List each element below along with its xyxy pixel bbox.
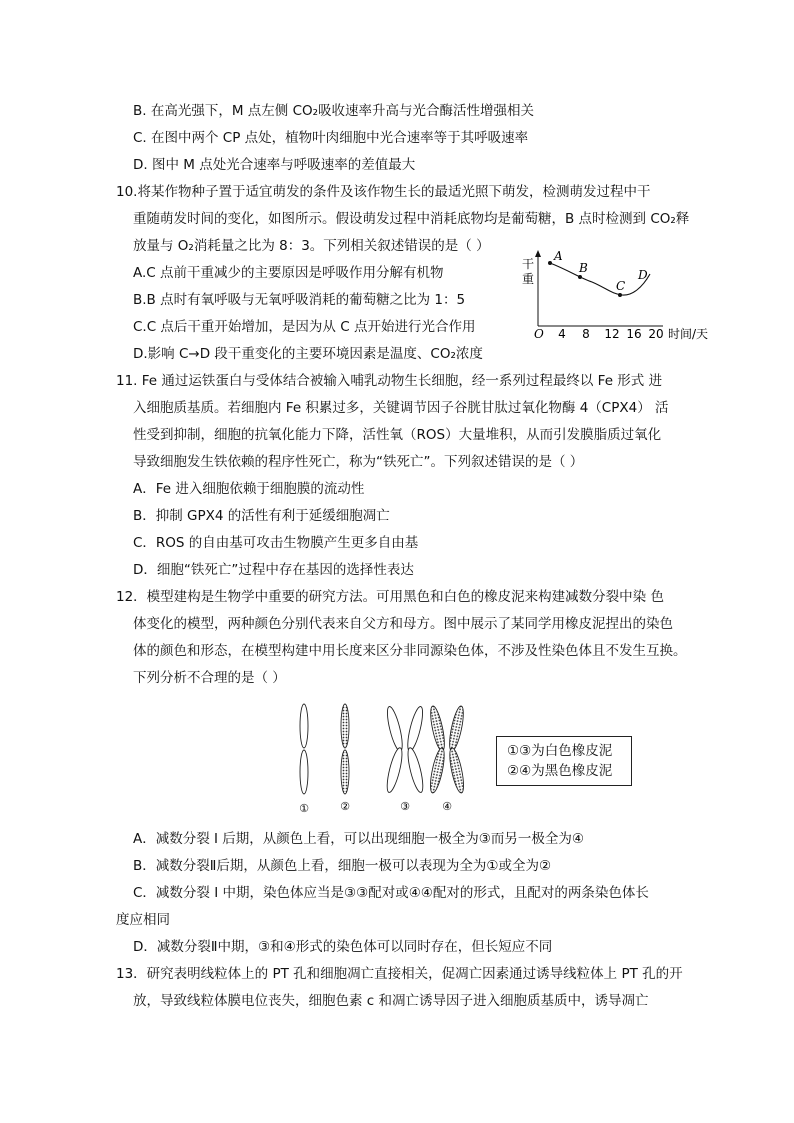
chromosome-label: ① [299, 802, 309, 815]
q9-option-c: C. 在图中两个 CP 点处，植物叶肉细胞中光合速率等于其呼吸速率 [133, 130, 529, 146]
q10-option-a: A.C 点前干重减少的主要原因是呼吸作用分解有机物 [133, 265, 444, 281]
chromosome-4 [428, 705, 467, 794]
point-b-dot [578, 275, 582, 279]
q12-option-c-line2: 度应相同 [116, 912, 170, 928]
q13-stem-line2: 放，导致线粒体膜电位丧失，细胞色素 c 和凋亡诱导因子进入细胞质基质中，诱导凋亡 [133, 993, 649, 1009]
origin-label: O [534, 327, 544, 340]
x-axis-label: 时间/天 [668, 327, 709, 340]
chromosome-1 [300, 704, 308, 794]
tick-label: 16 [626, 327, 642, 340]
q11-stem-line4: 导致细胞发生铁依赖的程序性死亡，称为“铁死亡”。下列叙述错误的是（ ） [133, 454, 584, 470]
dry-weight-curve [550, 263, 650, 295]
q11-stem-line1: 11. Fe 通过运铁蛋白与受体结合被输入哺乳动物生长细胞，经一系列过程最终以 Fe 形式 进 [116, 373, 663, 389]
y-axis-label-2: 重 [522, 272, 535, 286]
y-axis-arrow [535, 250, 541, 257]
point-c-dot [618, 293, 622, 297]
q10-option-c: C.C 点后干重开始增加，是因为从 C 点开始进行光合作用 [133, 319, 476, 335]
q12-option-d: D．减数分裂Ⅱ中期，③和④形式的染色体可以同时存在，但长短应不同 [133, 939, 553, 955]
q10-option-b: B.B 点时有氧呼吸与无氧呼吸消耗的葡萄糖之比为 1：5 [133, 292, 466, 308]
q11-option-d: D．细胞“铁死亡”过程中存在基因的选择性表达 [133, 562, 414, 578]
chromosome-label: ② [340, 800, 350, 813]
y-axis-label-1: 干 [522, 257, 535, 271]
q11-option-b: B．抑制 GPX4 的活性有利于延缓细胞凋亡 [133, 508, 390, 524]
chromosome-label: ④ [442, 800, 452, 813]
point-a-label: A [554, 249, 563, 263]
dry-weight-graph [518, 248, 728, 340]
q10-stem-line3: 放量与 O₂消耗量之比为 8：3。下列相关叙述错误的是（ ） [133, 238, 490, 254]
q11-option-a: A．Fe 进入细胞依赖于细胞膜的流动性 [133, 481, 365, 497]
chromosome-2 [341, 704, 349, 794]
q11-option-c: C．ROS 的自由基可攻击生物膜产生更多自由基 [133, 535, 419, 551]
q10-stem-line2: 重随萌发时间的变化，如图所示。假设萌发过程中消耗底物均是葡萄糖，B 点时检测到 CO₂释 [133, 211, 690, 227]
point-c-label: C [616, 279, 626, 293]
tick-label: 12 [604, 327, 620, 340]
chromosome-3 [384, 705, 426, 793]
q12-option-c-line1: C．减数分裂 I 中期，染色体应当是③③配对或④④配对的形式，且配对的两条染色体长 [133, 885, 649, 901]
chromosome-label: ③ [400, 800, 410, 813]
point-b-label: B [579, 261, 588, 275]
q12-stem-line1: 12．模型建构是生物学中重要的研究方法。可用黑色和白色的橡皮泥来构建减数分裂中染 色 [116, 589, 664, 605]
q10-stem-line1: 10.将某作物种子置于适宜萌发的条件及该作物生长的最适光照下萌发，检测萌发过程中干 [116, 184, 651, 200]
legend-line-white: ①③为白色橡皮泥 [507, 743, 613, 759]
q12-stem-line4: 下列分析不合理的是（ ） [133, 670, 286, 686]
q9-option-b: B. 在高光强下，M 点左侧 CO₂吸收速率升高与光合酶活性增强相关 [133, 103, 535, 119]
q11-stem-line3: 性受到抑制，细胞的抗氧化能力下降，活性氧（ROS）大量堆积，从而引发膜脂质过氧化 [133, 427, 662, 443]
point-a-dot [548, 261, 552, 265]
q13-stem-line1: 13．研究表明线粒体上的 PT 孔和细胞凋亡直接相关，促凋亡因素通过诱导线粒体上 PT 孔的开 [116, 966, 683, 982]
tick-label: 8 [582, 327, 590, 340]
tick-label: 20 [648, 327, 664, 340]
q12-option-a: A．减数分裂 I 后期，从颜色上看，可以出现细胞一极全为③而另一极全为④ [133, 831, 585, 847]
tick-label: 4 [558, 327, 566, 340]
chromosome-model-figure [282, 700, 482, 818]
legend-line-black: ②④为黑色橡皮泥 [507, 763, 613, 779]
q10-option-d: D.影响 C→D 段干重变化的主要环境因素是温度、CO₂浓度 [133, 346, 483, 362]
point-d-label: D [638, 268, 648, 282]
q12-stem-line2: 体变化的模型，两种颜色分别代表来自父方和母方。图中展示了某同学用橡皮泥捏出的染色 [133, 616, 673, 632]
color-legend-box [496, 736, 632, 786]
q12-option-b: B．减数分裂Ⅱ后期，从颜色上看，细胞一极可以表现为全为①或全为② [133, 858, 552, 874]
q9-option-d: D. 图中 M 点处光合速率与呼吸速率的差值最大 [133, 157, 416, 173]
q11-stem-line2: 入细胞质基质。若细胞内 Fe 积累过多，关键调节因子谷胱甘肽过氧化物酶 4（CPX4） 活 [133, 400, 669, 416]
q12-stem-line3: 体的颜色和形态，在模型构建中用长度来区分非同源染色体，不涉及性染色体且不发生互换。 [133, 643, 687, 659]
